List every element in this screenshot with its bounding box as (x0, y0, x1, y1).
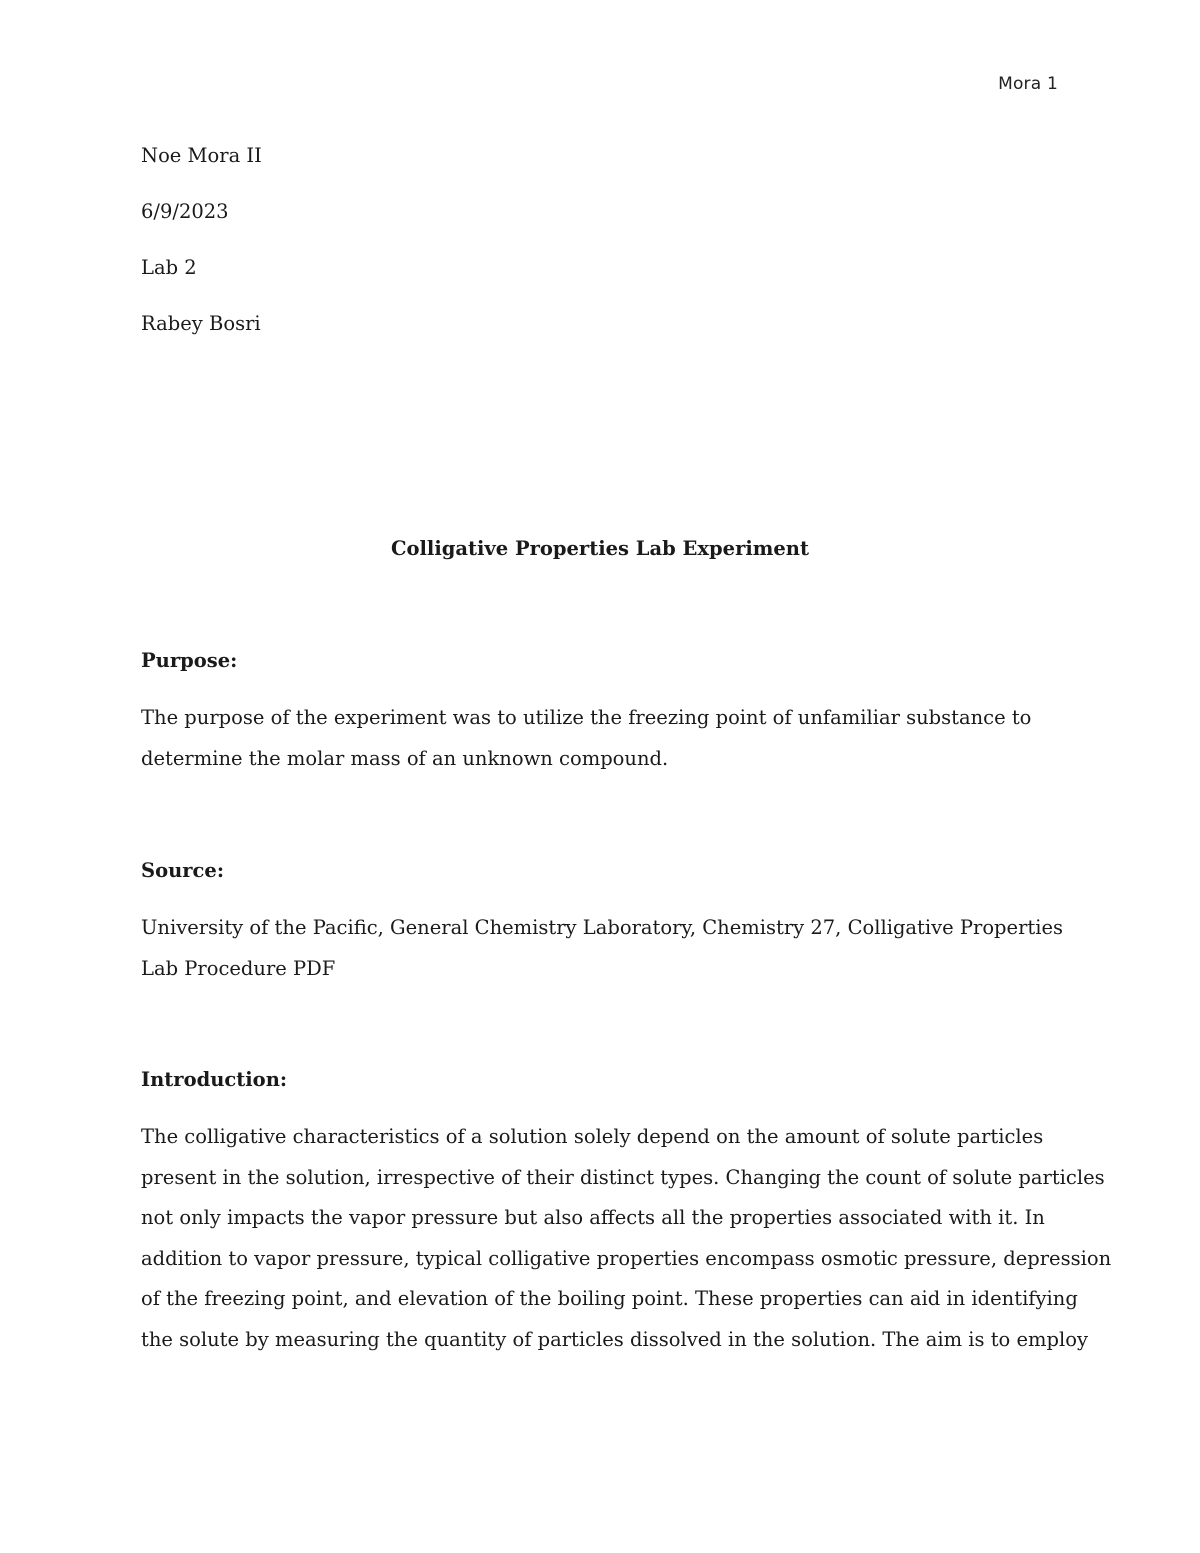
purpose-heading: Purpose: (141, 649, 238, 672)
document-title: Colligative Properties Lab Experiment (390, 537, 809, 560)
paragraph-line: not only impacts the vapor pressure but also affects all the properties associated with it. In (141, 1206, 1045, 1230)
source-paragraph (141, 908, 1064, 989)
paragraph-line: The colligative characteristics of a solution solely depend on the amount of solute particles (141, 1125, 1044, 1148)
instructor-name: Rabey Bosri (141, 312, 261, 335)
assignment-name: Lab 2 (141, 256, 197, 279)
paragraph-line: University of the Pacific, General Chemistry Laboratory, Chemistry 27, Colligative Properties (141, 916, 1064, 939)
source-heading: Source: (141, 859, 225, 882)
paragraph-line: of the freezing point, and elevation of the boiling point. These properties can aid in identifying (141, 1287, 1078, 1311)
author-name: Noe Mora II (141, 144, 262, 167)
introduction-heading: Introduction: (141, 1068, 288, 1091)
introduction-paragraph (141, 1117, 1112, 1361)
paragraph-line: addition to vapor pressure, typical colligative properties encompass osmotic pressure, depression (141, 1246, 1112, 1270)
paragraph-line: determine the molar mass of an unknown compound. (141, 746, 669, 770)
paragraph-line: present in the solution, irrespective of their distinct types. Changing the count of solute particles (141, 1165, 1105, 1189)
paragraph-line: Lab Procedure PDF (141, 956, 336, 980)
document-date: 6/9/2023 (141, 200, 229, 223)
paragraph-line: The purpose of the experiment was to utilize the freezing point of unfamiliar substance to (141, 706, 1032, 729)
paragraph-line: the solute by measuring the quantity of particles dissolved in the solution. The aim is to employ (141, 1327, 1088, 1351)
running-head: Mora 1 (998, 74, 1058, 94)
purpose-paragraph (141, 698, 1061, 779)
